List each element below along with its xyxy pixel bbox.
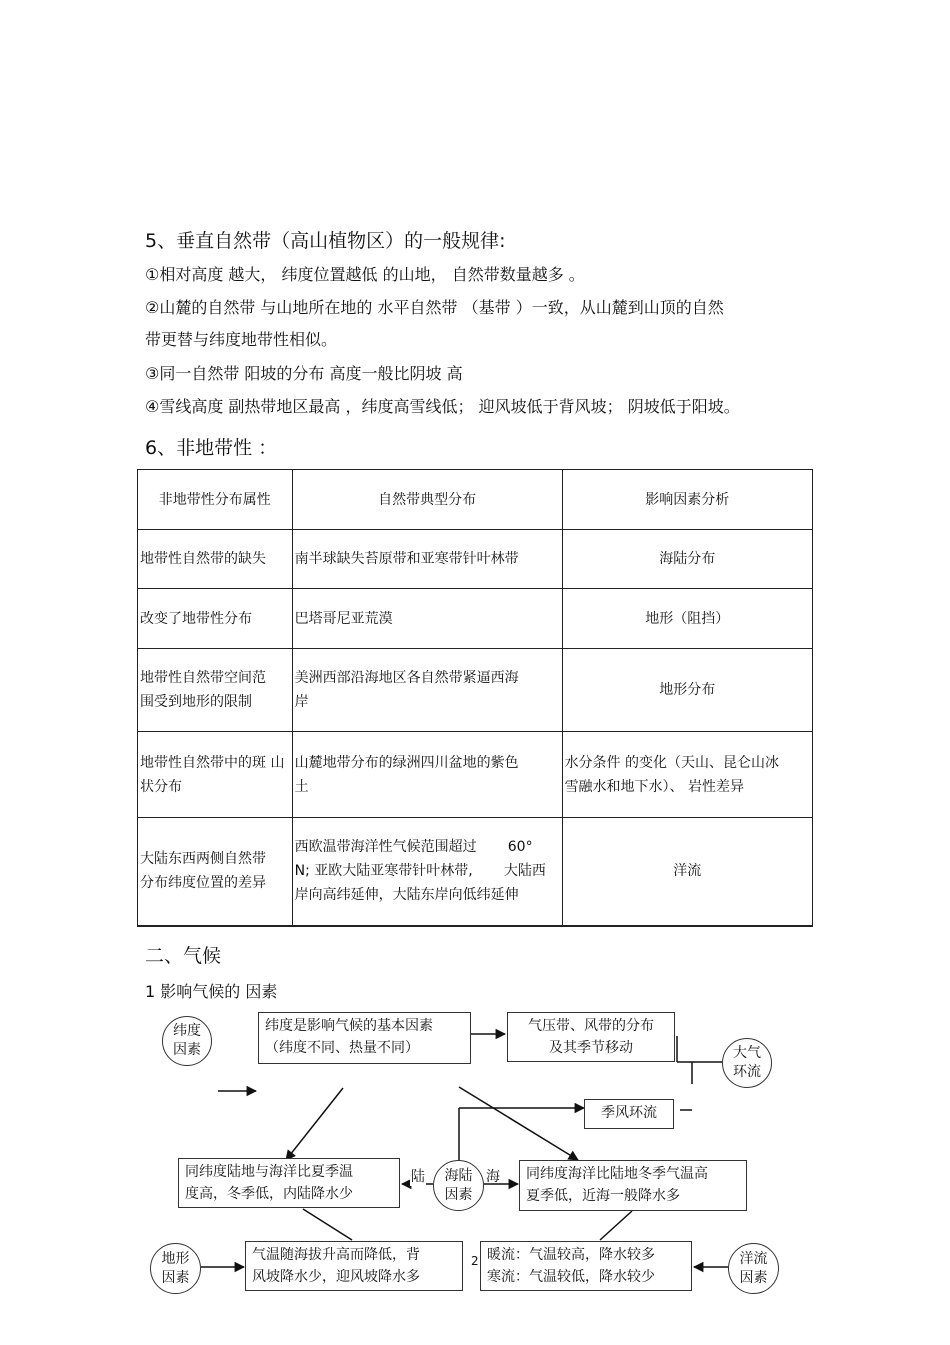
sea-label: 海 [486, 1169, 500, 1185]
factor-cell: 地形分布 [562, 649, 812, 732]
rule-3: ③同一自然带 阳坡的分布 高度一般比阴坡 高 [145, 364, 463, 383]
factor-cell: 地形（阻挡） [562, 589, 812, 649]
factor-cell: 洋流 [562, 818, 812, 926]
sea-land-factor-node: 海陆 因素 [433, 1160, 484, 1211]
dist-cell: 西欧温带海洋性气候范围超过 60° N; 亚欧大陆亚寒带针叶林带, 大陆西 岸向高纬延伸，大陆东岸向低纬延伸 [292, 818, 562, 926]
attr-cell: 地带性自然带空间范 围受到地形的限制 [138, 649, 293, 732]
connector-line [303, 1209, 352, 1240]
ocean-current-box: 暖流：气温较高，降水较多 寒流：气温较低，降水较少 [480, 1241, 692, 1291]
attr-cell: 地带性自然带的缺失 [138, 530, 293, 589]
header-cell: 自然带典型分布 [292, 470, 562, 530]
dist-cell: 山麓地带分布的绿洲四川盆地的紫色 土 [292, 732, 562, 818]
dist-cell: 美洲西部沿海地区各自然带紧逼西海 岸 [292, 649, 562, 732]
factor-cell: 海陆分布 [562, 530, 812, 589]
monsoon-box: 季风环流 [584, 1099, 674, 1129]
terrain-factor-node: 地形 因素 [150, 1243, 201, 1294]
climate-subtitle: 1 影响气候的 因素 [145, 982, 278, 1001]
rule-1: ①相对高度 越大， 纬度位置越低 的山地， 自然带数量越多 。 [145, 265, 585, 284]
climate-title: 二、气候 [145, 945, 222, 967]
rule-2-line2: 带更替与纬度地带性相似。 [145, 330, 338, 349]
rule-2-line1: ②山麓的自然带 与山地所在地的 水平自然带 （基带 ）一致，从山麓到山顶的自然 [145, 298, 724, 317]
factor-cell: 水分条件 的变化（天山、昆仑山冰 雪融水和地下水）、 岩性差异 [562, 732, 812, 818]
arrow-line [286, 1088, 343, 1160]
attr-cell: 地带性自然带中的斑 山 状分布 [138, 732, 293, 818]
land-label: 陆 [410, 1166, 426, 1186]
attr-cell: 改变了地带性分布 [138, 589, 293, 649]
header-cell: 非地带性分布属性 [138, 470, 293, 530]
arrow-line [459, 1087, 578, 1160]
land-box: 同纬度陆地与海洋比夏季温 度高，冬季低，内陆降水少 [178, 1158, 400, 1208]
latitude-box: 纬度是影响气候的基本因素 （纬度不同、热量不同） [258, 1012, 471, 1064]
connector-line [600, 1211, 632, 1240]
rule-4: ④雪线高度 副热带地区最高 ，纬度高雪线低； 迎风坡低于背风坡； 阴坡低于阳坡。 [145, 397, 740, 416]
ocean-current-factor-node: 洋流 因素 [728, 1243, 779, 1294]
section6-title: 6、非地带性 ： [145, 437, 278, 459]
terrain-box: 气温随海拔升高而降低，背 风坡降水少，迎风坡降水多 [245, 1241, 463, 1291]
atmospheric-circulation-node: 大气 环流 [722, 1038, 772, 1088]
latitude-factor-node: 纬度 因素 [162, 1016, 212, 1066]
stray-number: 2 [471, 1254, 479, 1268]
pressure-wind-belt-box: 气压带、风带的分布 及其季节移动 [507, 1012, 675, 1062]
attr-cell: 大陆东西两侧自然带 分布纬度位置的差异 [138, 818, 293, 926]
ocean-box: 同纬度海洋比陆地冬季气温高 夏季低，近海一般降水多 [519, 1160, 747, 1211]
dist-cell: 巴塔哥尼亚荒漠 [292, 589, 562, 649]
dist-cell: 南半球缺失苔原带和亚寒带针叶林带 [292, 530, 562, 589]
section5-title: 5、垂直自然带（高山植物区）的一般规律: [145, 230, 506, 252]
header-cell: 影响因素分析 [562, 470, 812, 530]
